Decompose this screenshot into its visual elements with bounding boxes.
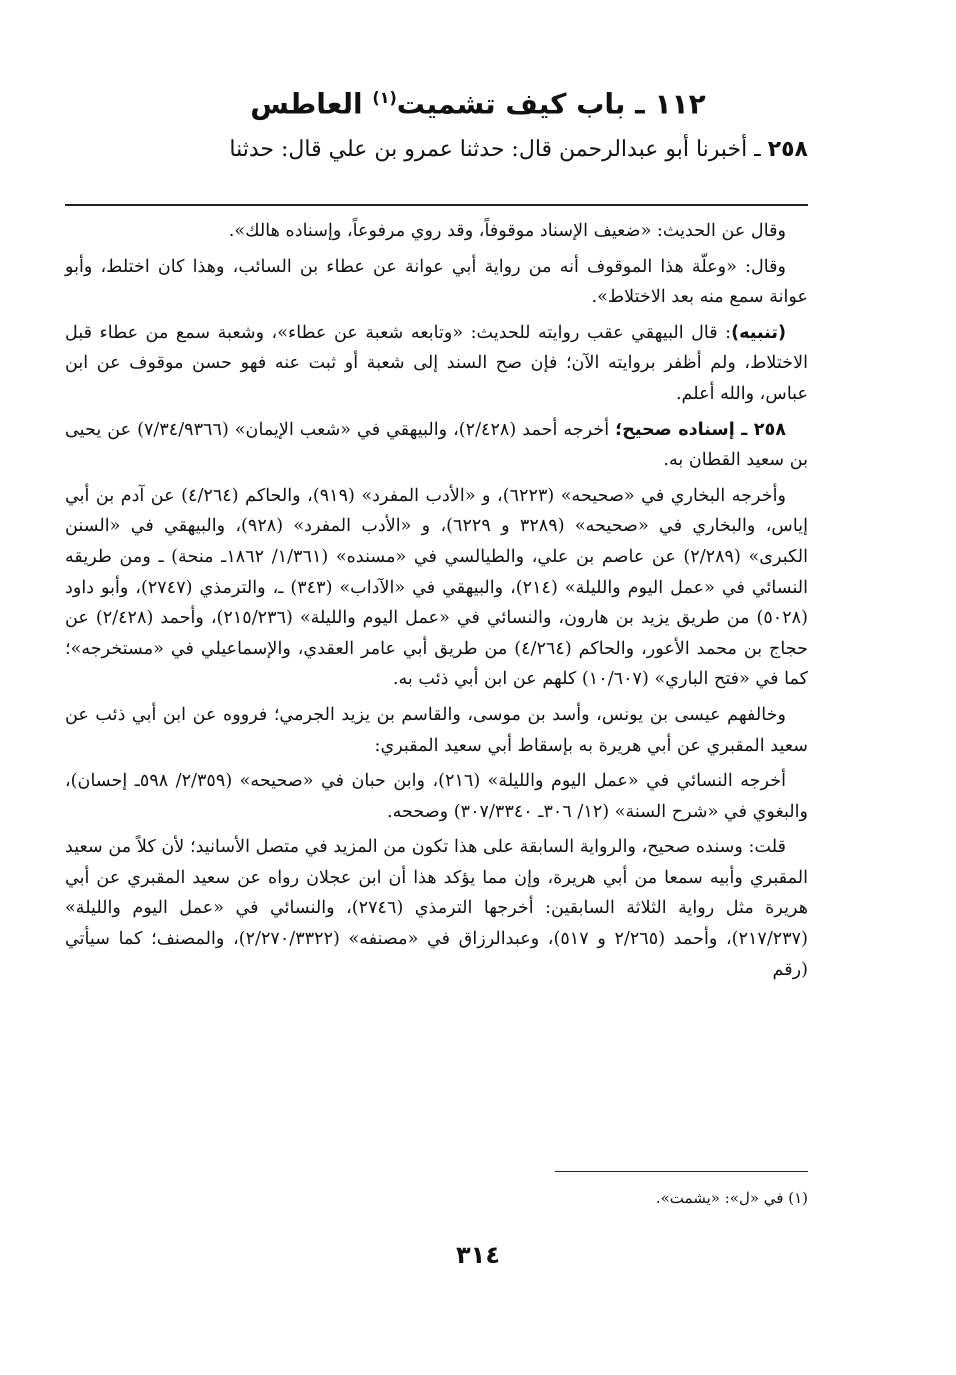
- hadith-text: [180, 132, 808, 168]
- note-paragraph: وأخرجه البخاري في «صحيحه» (٦٢٢٣)، و «الأدب المفرد» (٩١٩)، والحاكم (٤/٢٦٤) عن آدم بن أبي إياس، والبخاري في «صحيحه» (٣٢٨٩ و ٦٢٢٩)، و «الأدب المفرد» (٩٢٨)، والبيهقي في «السنن الكبرى» (٢/٢٨٩) عن عاصم بن علي، والطيالسي في «مسنده» (١/٣٦١/ ١٨٦٢ـ منحة) ـ ومن طريقه النسائي في «عمل اليوم والليلة» (٢١٤)، والبيهقي في «الآداب» (٣٤٣) ـ، والترمذي (٢٧٤٧)، وأبو داود (٥٠٢٨) من طريق يزيد بن هارون، والنسائي في «عمل اليوم والليلة» (٢١٥/٢٣٦)، وأحمد (٢/٤٢٨) عن حجاج بن محمد الأعور، والحاكم (٤/٢٦٤) من طريق أبي عامر العقدي، والإسماعيلي في «مستخرجه»؛ كما في «فتح الباري» (١٠/٦٠٧) كلهم عن ابن أبي ذئب به.: [65, 485, 809, 690]
- note-paragraph: [65, 415, 808, 476]
- footnote-marker[interactable]: (١): [372, 88, 397, 107]
- note-paragraph: وخالفهم عيسى بن يونس، وأسد بن موسى، والقاسم بن يزيد الجرمي؛ فرووه عن ابن أبي ذئب عن سعيد المقبري عن أبي هريرة به بإسقاط أبي سعيد المقبري:: [65, 704, 808, 756]
- note-paragraph: قلت: وسنده صحيح، والرواية السابقة على هذا تكون من المزيد في متصل الأسانيد؛ لأن كلاً من سعيد المقبري وأبيه سمعا من أبي هريرة، وإن مما يؤكد هذا أن ابن عجلان رواه عن سعيد المقبري عن أبي هريرة مثل رواية الثلاثة السابقين: أخرجها الترمذي (٢٧٤٦)، والنسائي في «عمل اليوم والليلة» (٢١٧/٢٣٧)، وأحمد (٢/٢٦٥ و ٥١٧)، وعبدالرزاق في «مصنفه» (٢/٢٧٠/٣٣٢٢)، والمصنف؛ كما سيأتي (رقم: [65, 837, 809, 980]
- chapter-title-end: العاطس: [250, 87, 373, 121]
- note-text: : قال البيهقي عقب روايته للحديث: «وتابعه شعبة عن عطاء»، وشعبة سمع من عطاء قبل الاختلاط، ولم أظفر بروايته الآن؛ فإن صح السند إلى شعبة أو ثبت عنه فهو حسن موقوف عن ابن عباس، والله أعلم.: [65, 322, 808, 404]
- note-label: (تنبيه): [731, 322, 786, 343]
- hadith-body: ـ أخبرنا أبو عبدالرحمن قال: حدثنا عمرو بن علي قال: حدثنا: [229, 137, 768, 162]
- note-label: ٢٥٨ ـ إسناده صحيح؛: [615, 419, 787, 440]
- hadith-number: ٢٥٨: [767, 137, 808, 162]
- chapter-title-text: ١١٢ ـ باب كيف تشميت: [396, 87, 706, 121]
- note-paragraph: وقال عن الحديث: «ضعيف الإسناد موقوفاً، وقد روي مرفوعاً، وإسناده هالك».: [228, 221, 786, 241]
- commentary-notes: [65, 216, 808, 990]
- page-number: ٣١٤: [456, 1241, 500, 1269]
- chapter-title: [150, 78, 806, 124]
- footnote: (١) في «ل»: «يشمت».: [655, 1189, 808, 1207]
- note-text: أخرجه أحمد (٢/٤٢٨)، والبيهقي في «شعب الإيمان» (٧/٣٤/٩٣٦٦) عن يحيى بن سعيد القطان به.: [65, 419, 808, 471]
- notes-divider: [65, 204, 808, 206]
- note-paragraph: أخرجه النسائي في «عمل اليوم والليلة» (٢١٦)، وابن حبان في «صحيحه» (٢/٣٥٩/ ٥٩٨ـ إحسان)، والبغوي في «شرح السنة» (١٢/ ٣٠٦ـ ٣٠٧/٣٣٤٠) وصححه.: [65, 771, 808, 822]
- note-paragraph: [65, 318, 808, 410]
- footnote-divider: [555, 1171, 808, 1172]
- note-paragraph: وقال: «وعلّة هذا الموقوف أنه من رواية أبي عوانة عن عطاء بن السائب، وهذا كان اختلط، وأبو عوانة سمع منه بعد الاختلاط».: [65, 256, 808, 308]
